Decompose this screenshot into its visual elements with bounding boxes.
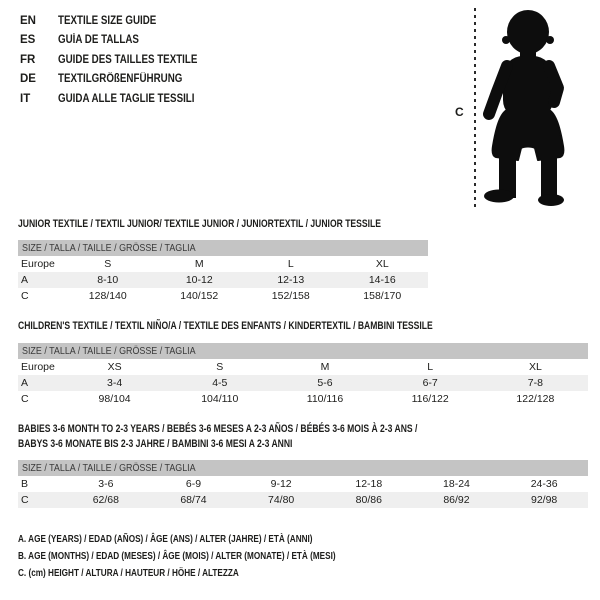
row-label: Europe [21, 258, 55, 270]
cell-value: 7-8 [483, 375, 588, 391]
cell-value: 122/128 [516, 393, 555, 405]
cell-value: M [320, 361, 330, 373]
size-header-row [18, 240, 428, 256]
size-header-cell [18, 460, 588, 476]
language-row-es [20, 31, 222, 51]
row-label: C [21, 393, 29, 405]
row-label: A [18, 375, 62, 391]
height-measure-label: C [455, 105, 464, 119]
babies-table-title [18, 422, 417, 452]
cell-value: 6-9 [185, 478, 202, 490]
language-label: GUIDA ALLE TAGLIE TESSILI [58, 92, 195, 105]
cell-value: 68/74 [150, 492, 238, 508]
footnote-c: C. (cm) HEIGHT / ALTURA / HAUTEUR / HÖHE / ALTEZZA [18, 567, 239, 579]
language-row-en [20, 11, 222, 31]
cell-value: 4-5 [167, 375, 272, 391]
cell-value: 9-12 [270, 478, 292, 490]
language-row-de [20, 70, 222, 90]
footnote-b: B. AGE (MONTHS) / EDAD (MESES) / ÂGE (MOIS) / ALTER (MONATE) / ETÀ (MESI) [18, 550, 336, 562]
cell-value: 80/86 [325, 492, 413, 508]
language-row-it [20, 89, 222, 109]
cell-value: 140/152 [180, 290, 219, 302]
cell-value: XL [375, 258, 389, 270]
language-code: DE [20, 73, 36, 86]
cell-value: 24-36 [530, 478, 558, 490]
size-header-cell [18, 240, 428, 256]
children-table-title: CHILDREN'S TEXTILE / TEXTIL NIÑO/A / TEXTILE DES ENFANTS / KINDERTEXTIL / BAMBINI TESSILE [18, 320, 433, 332]
row-label: B [21, 478, 29, 490]
cell-value: XL [528, 361, 542, 373]
cell-value: 86/92 [413, 492, 501, 508]
size-header-text: SIZE / TALLA / TAILLE / GRÖSSE / TAGLIA [22, 345, 196, 357]
cell-value: 18-24 [443, 478, 470, 490]
language-row-fr [20, 50, 222, 70]
table-row [18, 359, 588, 375]
size-header-text: SIZE / TALLA / TAILLE / GRÖSSE / TAGLIA [22, 242, 196, 254]
size-header-text: SIZE / TALLA / TAILLE / GRÖSSE / TAGLIA [22, 462, 196, 474]
babies-textile-table [18, 460, 588, 508]
baby-silhouette-icon [480, 6, 572, 210]
junior-textile-table [18, 240, 428, 304]
language-list [20, 11, 222, 109]
table-row [18, 476, 588, 492]
cell-value: 10-12 [154, 272, 246, 288]
row-label: A [18, 272, 62, 288]
table-row [18, 256, 428, 272]
children-textile-table [18, 343, 588, 407]
cell-value: 14-16 [337, 272, 429, 288]
size-header-row [18, 460, 588, 476]
cell-value: 3-6 [98, 478, 114, 490]
size-header-row [18, 343, 588, 359]
cell-value: M [194, 258, 204, 270]
cell-value: 5-6 [272, 375, 377, 391]
table-row [18, 288, 428, 304]
table-row [18, 492, 588, 508]
cell-value: 62/68 [62, 492, 150, 508]
cell-value: 116/122 [411, 393, 449, 405]
junior-table-title: JUNIOR TEXTILE / TEXTIL JUNIOR/ TEXTILE JUNIOR / JUNIORTEXTIL / JUNIOR TESSILE [18, 218, 381, 230]
cell-value: 12-13 [245, 272, 337, 288]
babies-table-title-line1: BABIES 3-6 MONTH TO 2-3 YEARS / BEBÉS 3-6 MESES A 2-3 AÑOS / BÉBÉS 3-6 MOIS À 2-3 ANS / [18, 423, 418, 435]
cell-value: 152/158 [271, 290, 310, 302]
row-label: Europe [21, 361, 55, 373]
cell-value: 92/98 [500, 492, 588, 508]
language-code: EN [20, 14, 36, 27]
cell-value: 158/170 [363, 290, 402, 302]
cell-value: 98/104 [98, 393, 131, 405]
babies-table-title-line2: BABYS 3-6 MONATE BIS 2-3 JAHRE / BAMBINI 3-6 MESI A 2-3 ANNI [18, 438, 293, 450]
cell-value: L [427, 361, 434, 373]
language-label: TEXTILE SIZE GUIDE [58, 14, 157, 27]
language-code: IT [20, 92, 31, 105]
cell-value: 12-18 [355, 478, 383, 490]
footnote-a: A. AGE (YEARS) / EDAD (AÑOS) / ÂGE (ANS) / ALTER (JAHRE) / ETÀ (ANNI) [18, 533, 313, 545]
cell-value: 74/80 [237, 492, 325, 508]
table-row [18, 375, 588, 391]
cell-value: XS [107, 361, 122, 373]
cell-value: 110/116 [306, 393, 344, 405]
cell-value: S [104, 258, 112, 270]
language-code: FR [20, 53, 36, 66]
row-label: C [18, 492, 62, 508]
cell-value: 8-10 [62, 272, 154, 288]
cell-value: S [216, 361, 224, 373]
language-code: ES [20, 34, 36, 47]
legend-footnotes [18, 531, 425, 582]
height-measure-dotted-line [474, 8, 476, 208]
cell-value: 104/110 [201, 393, 239, 405]
table-row [18, 272, 428, 288]
table-row [18, 391, 588, 407]
language-label: GUÍA DE TALLAS [58, 34, 139, 47]
size-header-cell [18, 343, 588, 359]
row-label: C [21, 290, 29, 302]
cell-value: L [287, 258, 294, 270]
language-label: GUIDE DES TAILLES TEXTILE [58, 53, 198, 66]
cell-value: 3-4 [62, 375, 167, 391]
cell-value: 128/140 [88, 290, 127, 302]
language-label: TEXTILGRÖßENFÜHRUNG [58, 73, 183, 86]
cell-value: 6-7 [378, 375, 483, 391]
